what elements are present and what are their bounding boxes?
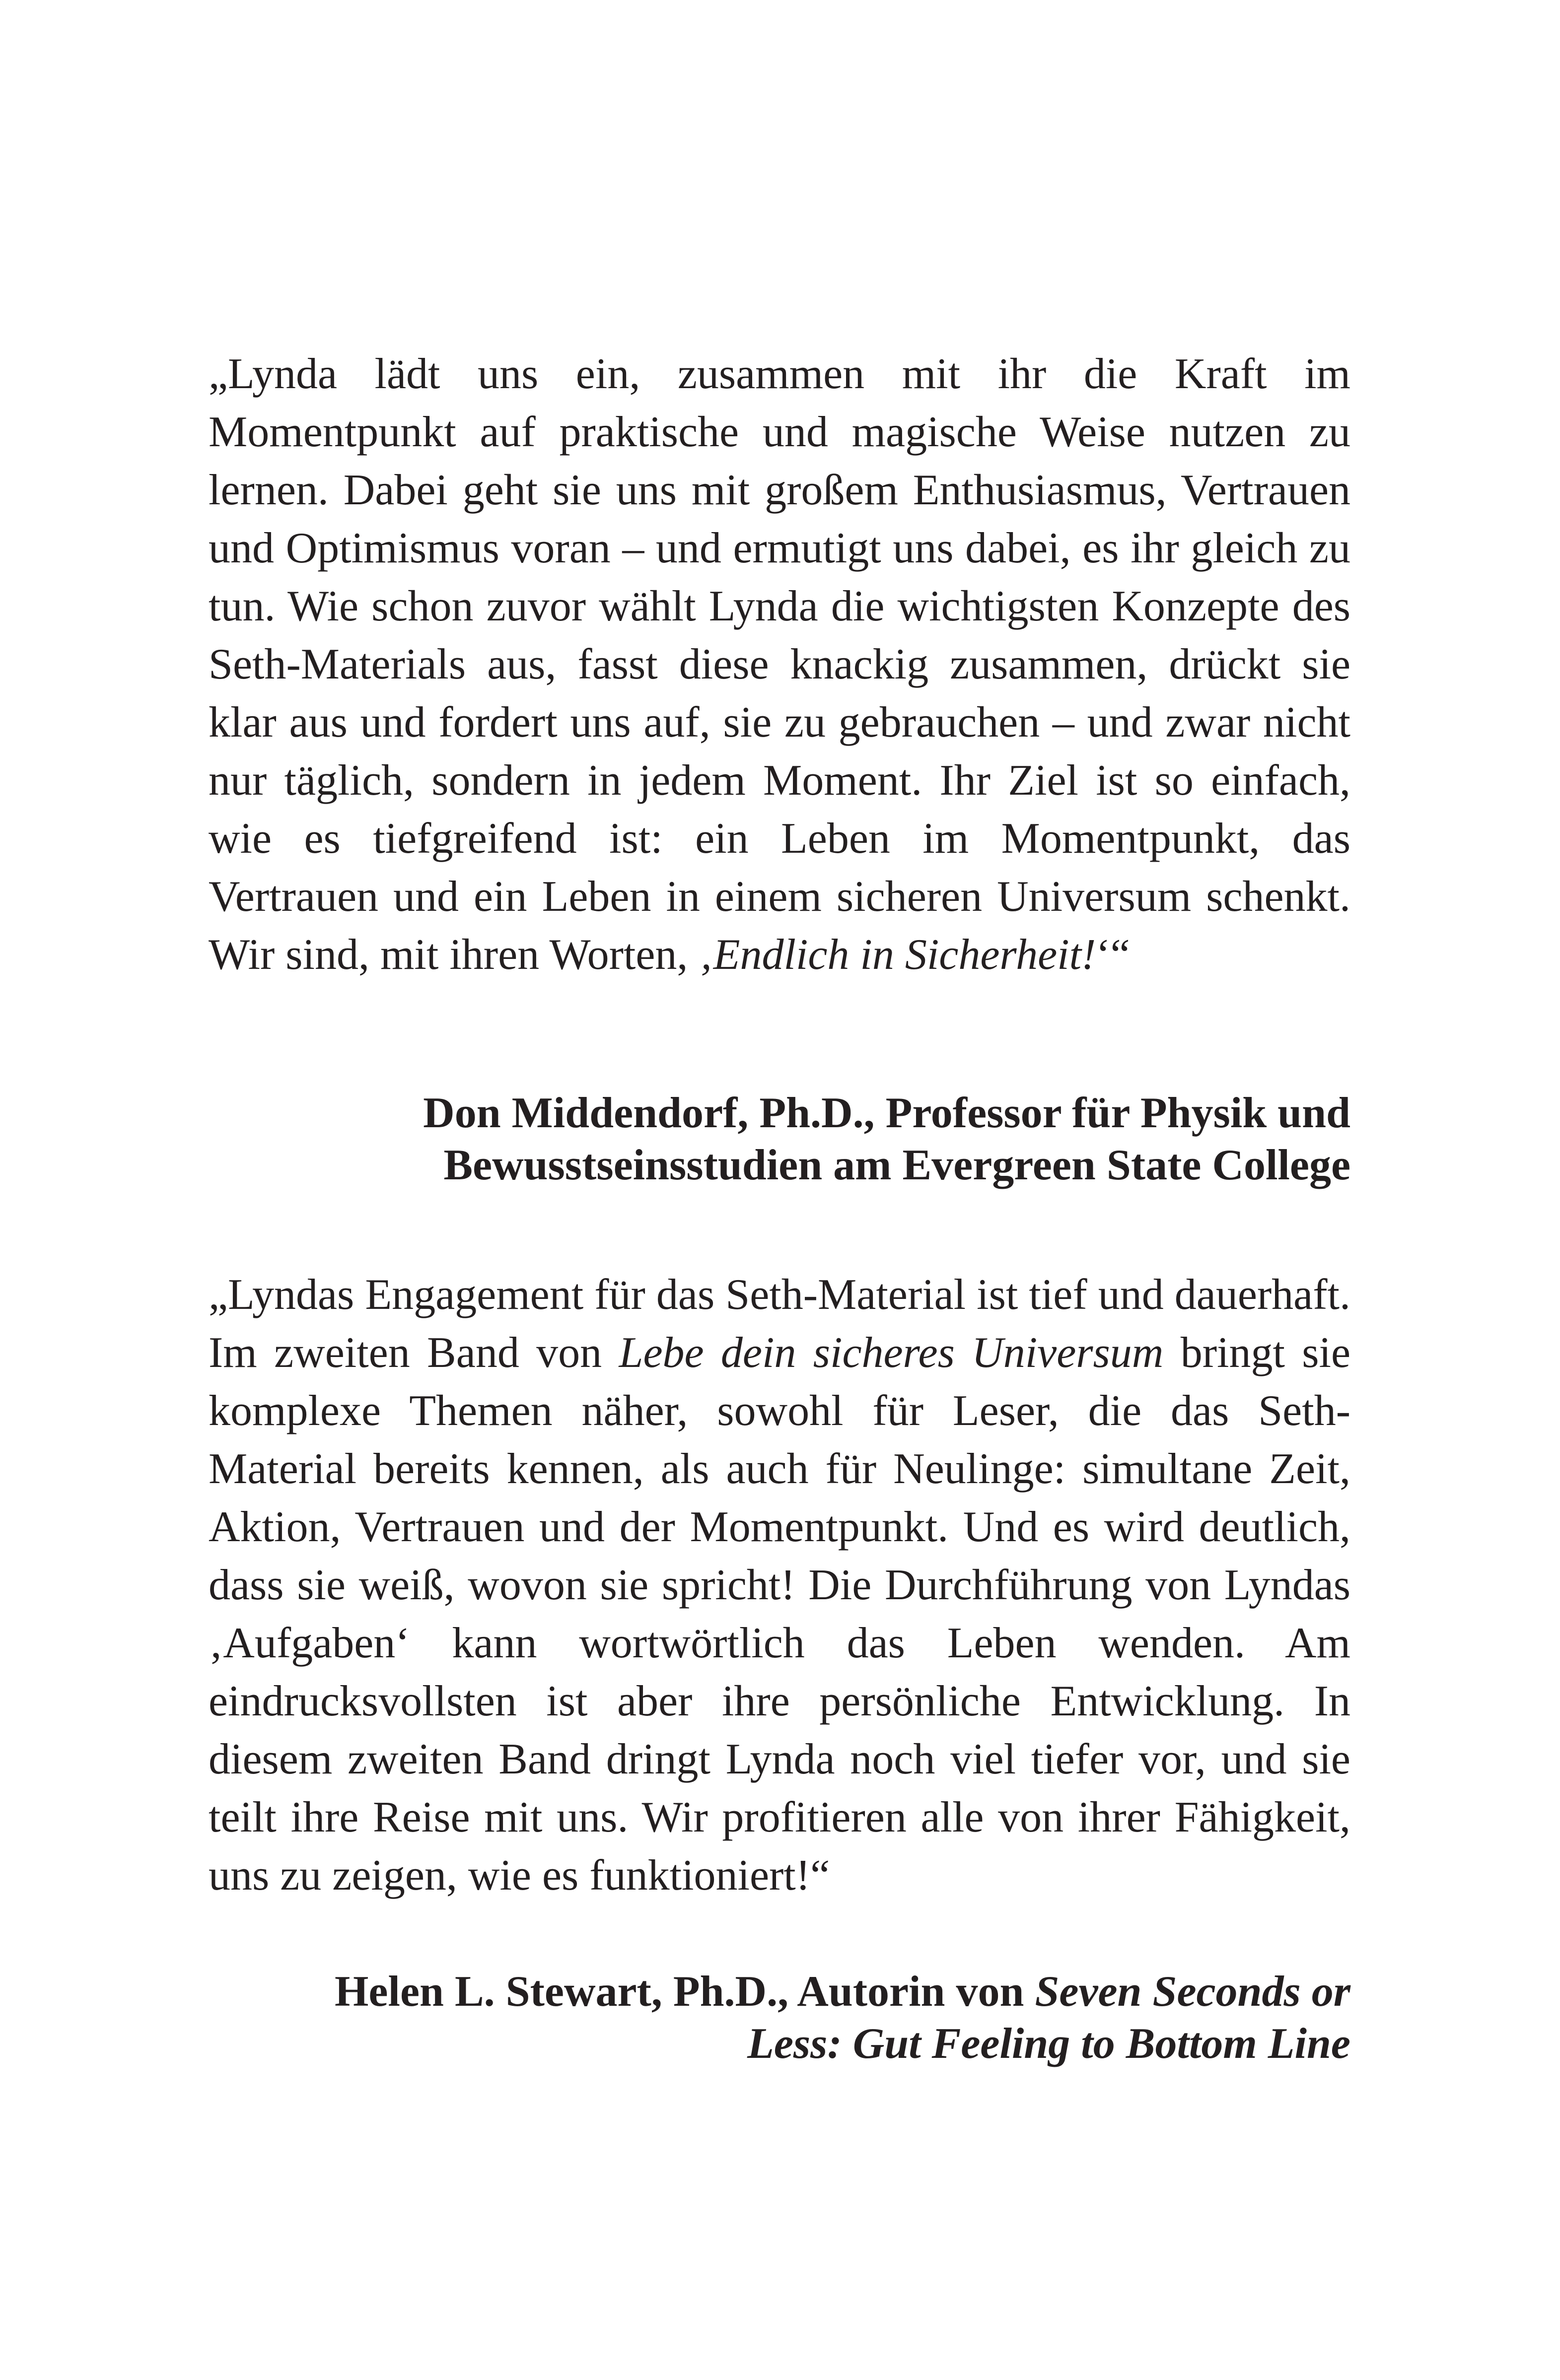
attribution-2-line-2 (209, 2018, 1350, 2070)
endorsement-quote-1 (209, 345, 1350, 984)
endorsement-attribution-2 (209, 1966, 1350, 2070)
quote-1-closing: ‘“ (1096, 931, 1130, 979)
quote-2-text-end: bringt sie komplexe Themen näher, sowohl für Leser, die das Seth-Material bereits kennen, als auch für Neulinge: simultane Zeit, Aktion, Vertrauen und der Momentpunkt. Und es wird deutlich, dass sie weiß, wovon sie spricht! Die Durchführung von Lyndas ‚Aufgaben‘ kann wortwörtlich das Leben wenden. Am eindrucksvollsten ist aber ihre persönliche Entwicklung. In diesem zweiten Band dringt Lynda noch viel tiefer vor, und sie teilt ihre Reise mit uns. Wir profitieren alle von ihrer Fähigkeit, uns zu zeigen, wie es funktioniert!“ (209, 1329, 1350, 1900)
quote-2-book-title: Lebe dein sicheres Universum (619, 1329, 1164, 1377)
attribution-2-book-title-part-1: Seven Seconds or (1035, 1968, 1350, 2016)
endorsement-attribution-1 (209, 1087, 1350, 1191)
quote-1-italic: ‚Endlich in Sicherheit! (699, 931, 1096, 979)
quote-2-text-start: „Lyndas Engagement für das Seth-Material ist tief und dauerhaft. Im zweiten Band von (209, 1271, 1350, 1377)
attribution-1-line-1: Don Middendorf, Ph.D., Professor für Physik und (423, 1089, 1350, 1137)
attribution-2-book-title-part-2: Less: Gut Feeling to Bottom Line (747, 2020, 1350, 2068)
attribution-1-line-2: Bewusstseinsstudien am Evergreen State College (443, 1141, 1350, 1189)
quote-1-text: „Lynda lädt uns ein, zusammen mit ihr die Kraft im Momentpunkt auf praktische und magische Weise nutzen zu lernen. Dabei geht sie uns mit großem Enthusiasmus, Vertrauen und Optimismus voran – und ermutigt uns dabei, es ihr gleich zu tun. Wie schon zuvor wählt Lynda die wichtigsten Konzepte des Seth-Materials aus, fasst diese knackig zusammen, drückt sie klar aus und fordert uns auf, sie zu gebrauchen – und zwar nicht nur täglich, sondern in jedem Moment. Ihr Ziel ist so einfach, wie es tiefgreifend ist: ein Leben im Momentpunkt, das Vertrauen und ein Leben in einem sicheren Universum schenkt. Wir sind, mit ihren Worten, (209, 350, 1350, 979)
endorsement-quote-2 (209, 1266, 1350, 1904)
attribution-2-line-1 (209, 1966, 1350, 2018)
attribution-2-author: Helen L. Stewart, Ph.D., Autorin von (334, 1968, 1035, 2016)
